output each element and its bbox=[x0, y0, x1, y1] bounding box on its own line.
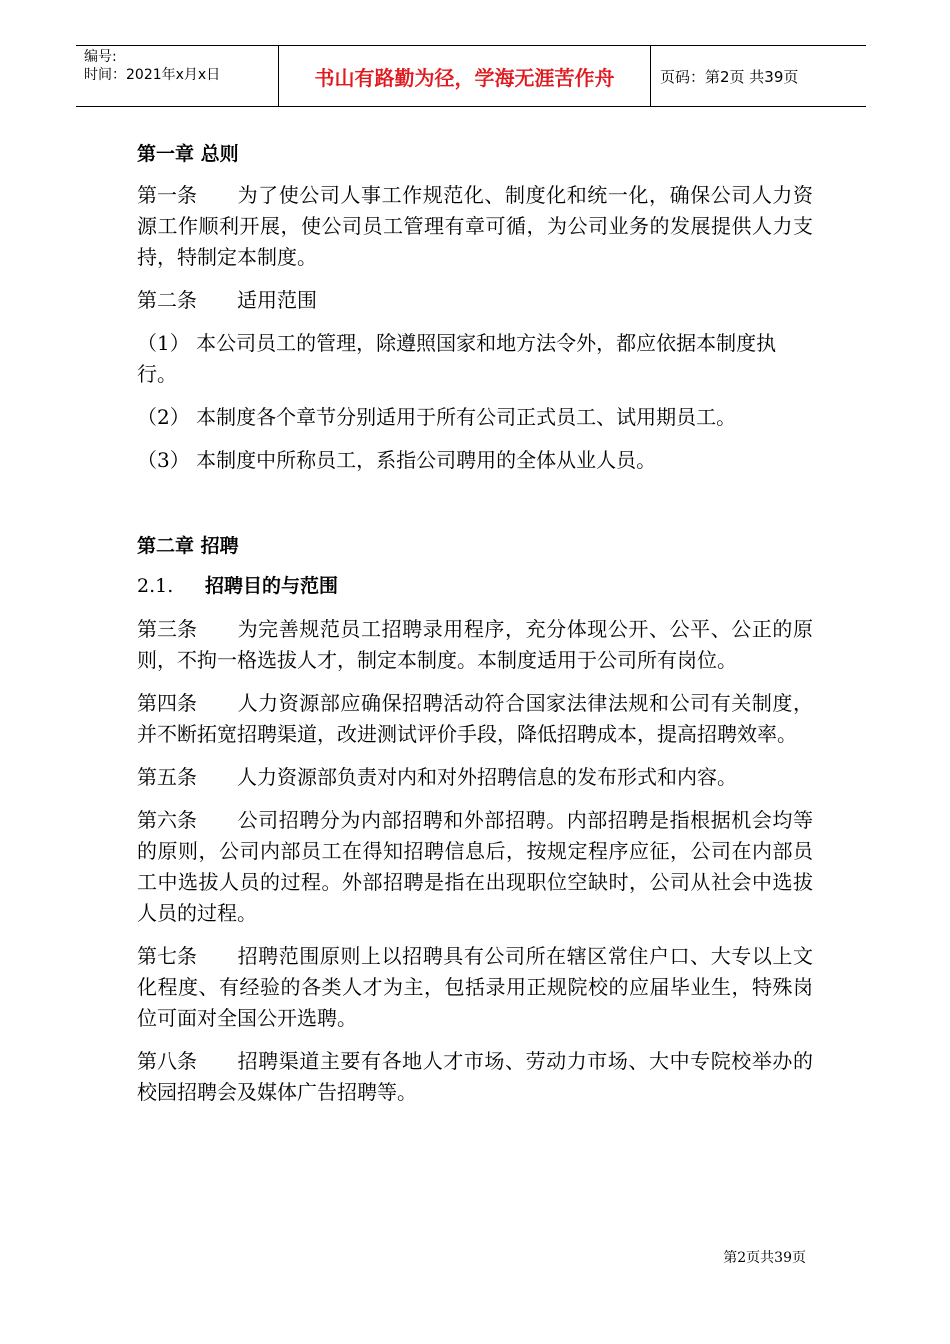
article-8-text: 招聘渠道主要有各地人才市场、劳动力市场、大中专院校举办的校园招聘会及媒体广告招聘等。 bbox=[137, 1049, 813, 1104]
article-6-text: 公司招聘分为内部招聘和外部招聘。内部招聘是指根据机会均等的原则，公司内部员工在得知招聘信息后，按规定程序应征，公司在内部员工中选拔人员的过程。外部招聘是指在出现职位空缺时，公司从社会中选拔人员的过程。 bbox=[137, 808, 813, 925]
scope-item-2: （2） 本制度各个章节分别适用于所有公司正式员工、试用期员工。 bbox=[137, 405, 737, 429]
article-7 bbox=[137, 941, 813, 1034]
section-title: 招聘目的与范围 bbox=[205, 575, 339, 597]
article-2-text: 适用范围 bbox=[237, 288, 317, 312]
article-1-text: 为了使公司人事工作规范化、制度化和统一化，确保公司人力资源工作顺利开展，使公司员工管理有章可循，为公司业务的发展提供人力支持，特制定本制度。 bbox=[137, 183, 813, 269]
page-header bbox=[76, 45, 866, 107]
header-meta bbox=[76, 46, 279, 106]
time-label: 时间：2021年x月x日 bbox=[84, 67, 221, 83]
article-2 bbox=[137, 285, 813, 316]
article-4 bbox=[137, 688, 813, 750]
article-4-label: 第四条 bbox=[137, 691, 197, 715]
article-3-label: 第三条 bbox=[137, 617, 197, 641]
article-5-text: 人力资源部负责对内和对外招聘信息的发布形式和内容。 bbox=[237, 765, 737, 789]
document-body bbox=[137, 140, 813, 1120]
article-3-text: 为完善规范员工招聘录用程序，充分体现公开、公平、公正的原则，不拘一格选拔人才，制定本制度。本制度适用于公司所有岗位。 bbox=[137, 617, 813, 672]
article-2-label: 第二条 bbox=[137, 288, 197, 312]
header-motto: 书山有路勤为径，学海无涯苦作舟 bbox=[279, 46, 651, 106]
section-number: 2.1. bbox=[137, 575, 174, 597]
article-8 bbox=[137, 1046, 813, 1108]
article-4-text: 人力资源部应确保招聘活动符合国家法律法规和公司有关制度，并不断拓宽招聘渠道，改进测试评价手段，降低招聘成本，提高招聘效率。 bbox=[137, 691, 813, 746]
article-6-label: 第六条 bbox=[137, 808, 197, 832]
article-5-label: 第五条 bbox=[137, 765, 197, 789]
section-2-1 bbox=[137, 572, 813, 600]
article-5 bbox=[137, 762, 813, 793]
article-8-label: 第八条 bbox=[137, 1049, 197, 1073]
page-footer: 第2页共39页 bbox=[723, 1250, 806, 1266]
chapter-2-title: 第二章 招聘 bbox=[137, 535, 239, 557]
article-7-label: 第七条 bbox=[137, 944, 197, 968]
article-3 bbox=[137, 614, 813, 676]
code-label: 编号: bbox=[84, 49, 117, 65]
article-1 bbox=[137, 180, 813, 273]
article-6 bbox=[137, 805, 813, 929]
article-1-label: 第一条 bbox=[137, 183, 197, 207]
scope-item-1: （1） 本公司员工的管理，除遵照国家和地方法令外，都应依据本制度执行。 bbox=[137, 331, 777, 386]
article-7-text: 招聘范围原则上以招聘具有公司所在辖区常住户口、大专以上文化程度、有经验的各类人才为主，包括录用正规院校的应届毕业生，特殊岗位可面对全国公开选聘。 bbox=[137, 944, 813, 1030]
chapter-1-title: 第一章 总则 bbox=[137, 143, 239, 165]
header-page-label: 页码：第2页 共39页 bbox=[660, 67, 799, 86]
scope-item-3: （3） 本制度中所称员工，系指公司聘用的全体从业人员。 bbox=[137, 448, 657, 472]
